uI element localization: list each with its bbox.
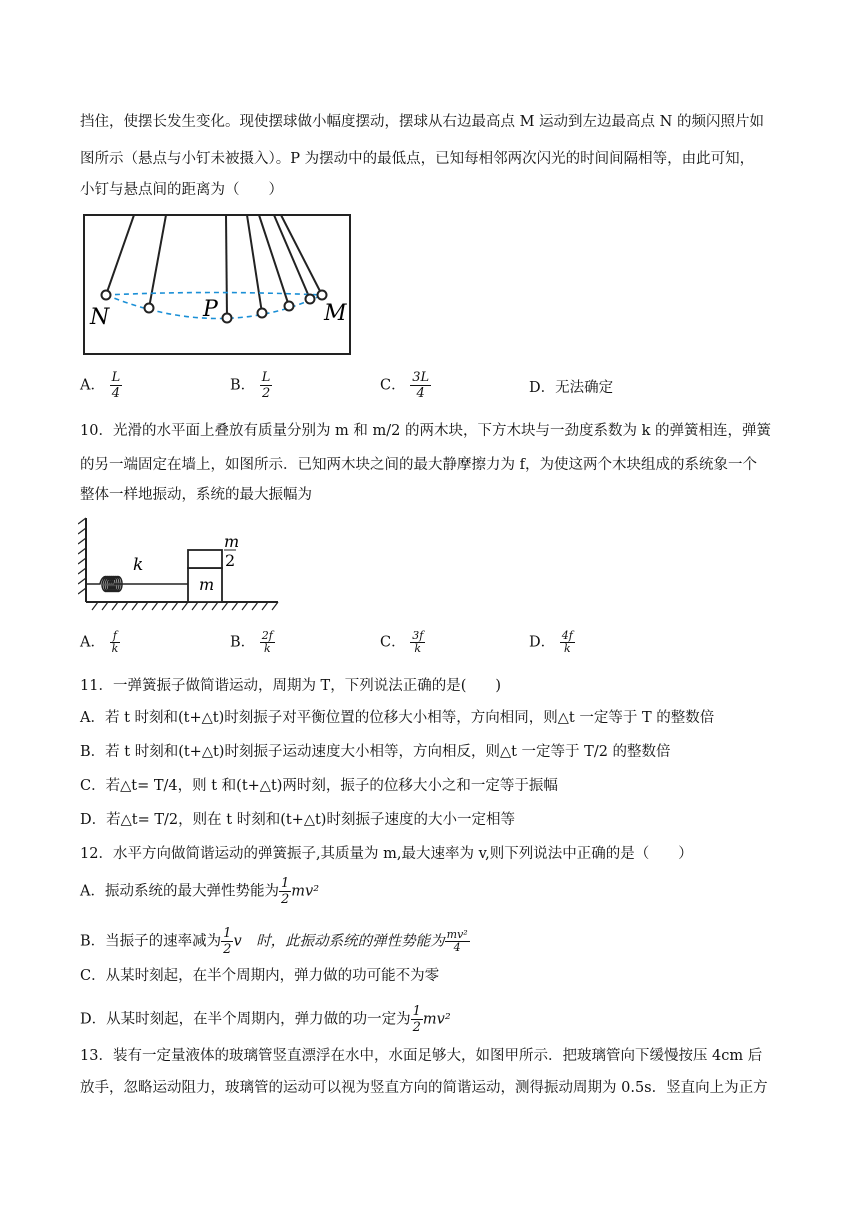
q11-option-a[interactable]: A．若 t 时刻和(t+△t)时刻振子对平衡位置的位移大小相等，方向相同，则△t 一定等于 T 的整数倍: [80, 710, 715, 726]
q10-option-b[interactable]: B． $\frac{2f}{k}$: [230, 629, 273, 655]
q10-option-c[interactable]: C． $\frac{3f}{k}$: [380, 629, 424, 655]
q12-stem: 12．水平方向做简谐运动的弹簧振子,其质量为 m,最大速率为 v,则下列说法中正确的是（ ）: [80, 846, 693, 862]
q9-text-line-2: 图所示（悬点与小钉未被摄入）。P 为摆动中的最低点，已知每相邻两次闪光的时间间隔相等，由此可知，: [80, 151, 755, 167]
q13-text-line-2: 放手，忽略运动阻力，玻璃管的运动可以视为竖直方向的简谐运动，测得振动周期为 0.5s．竖直向上为正方: [80, 1080, 768, 1096]
q12-option-b[interactable]: B．当振子的速率减为 $\frac{1}{2}$ v 时，此振动系统的弹性势能为 $\frac{\text{mv²}}{4}$: [80, 926, 468, 957]
q12-option-c[interactable]: C．从某时刻起，在半个周期内，弹力做的功可能不为零: [80, 968, 440, 984]
q9-option-c[interactable]: C． $\frac{3L}{4}$: [380, 370, 430, 401]
q9-text-line-3: 小钉与悬点间的距离为（ ）: [80, 182, 283, 198]
q10-option-a[interactable]: A． $\frac{f}{k}$: [80, 629, 119, 655]
label-m-bottom: m: [199, 575, 215, 594]
pendulum-flash-photo-figure: [82, 212, 354, 358]
q11-option-b[interactable]: B．若 t 时刻和(t+△t)时刻振子运动速度大小相等，方向相反，则△t 一定等于 T/2 的整数倍: [80, 744, 671, 760]
q10-text-line-1: 10．光滑的水平面上叠放有质量分别为 m 和 m/2 的两木块，下方木块与一劲度系数为 k 的弹簧相连，弹簧: [80, 423, 771, 439]
q9-text-line-1: 挡住，使摆长发生变化。现使摆球做小幅度摆动，摆球从右边最高点 M 运动到左边最高点 N 的频闪照片如: [80, 114, 764, 130]
q10-text-line-3: 整体一样地振动，系统的最大振幅为: [80, 487, 312, 503]
q9-option-d[interactable]: D．无法确定: [529, 380, 614, 396]
label-m: M: [324, 301, 347, 326]
q10-text-line-2: 的另一端固定在墙上，如图所示．已知两木块之间的最大静摩擦力为 f，为使这两个木块组成的系统象一个: [80, 457, 757, 473]
label-2: 2: [225, 551, 236, 570]
q11-option-d[interactable]: D．若△t= T/2，则在 t 时刻和(t+△t)时刻振子速度的大小一定相等: [80, 812, 515, 828]
label-n: N: [90, 305, 110, 330]
label-k: k: [133, 555, 144, 575]
spring-block-figure: [78, 514, 286, 614]
q11-option-c[interactable]: C．若△t= T/4，则 t 和(t+△t)两时刻，振子的位移大小之和一定等于振幅: [80, 778, 558, 794]
q12-option-d[interactable]: D．从某时刻起，在半个周期内，弹力做的功一定为 $\frac{1}{2}$ mv²: [80, 1004, 451, 1035]
q11-stem: 11．一弹簧振子做简谐运动，周期为 T，下列说法正确的是( ): [80, 678, 502, 694]
label-p: P: [203, 297, 218, 322]
q9-option-a[interactable]: A． $\frac{L}{4}$: [80, 370, 121, 401]
q9-option-b[interactable]: B． $\frac{L}{2}$: [230, 370, 271, 401]
label-m-top: m: [224, 532, 240, 551]
q13-text-line-1: 13．装有一定量液体的玻璃管竖直漂浮在水中，水面足够大，如图甲所示．把玻璃管向下缓慢按压 4cm 后: [80, 1048, 763, 1064]
q12-option-a[interactable]: A．振动系统的最大弹性势能为 $\frac{1}{2}$ mv²: [80, 876, 320, 907]
q10-option-d[interactable]: D． $\frac{4f}{k}$: [529, 629, 573, 655]
